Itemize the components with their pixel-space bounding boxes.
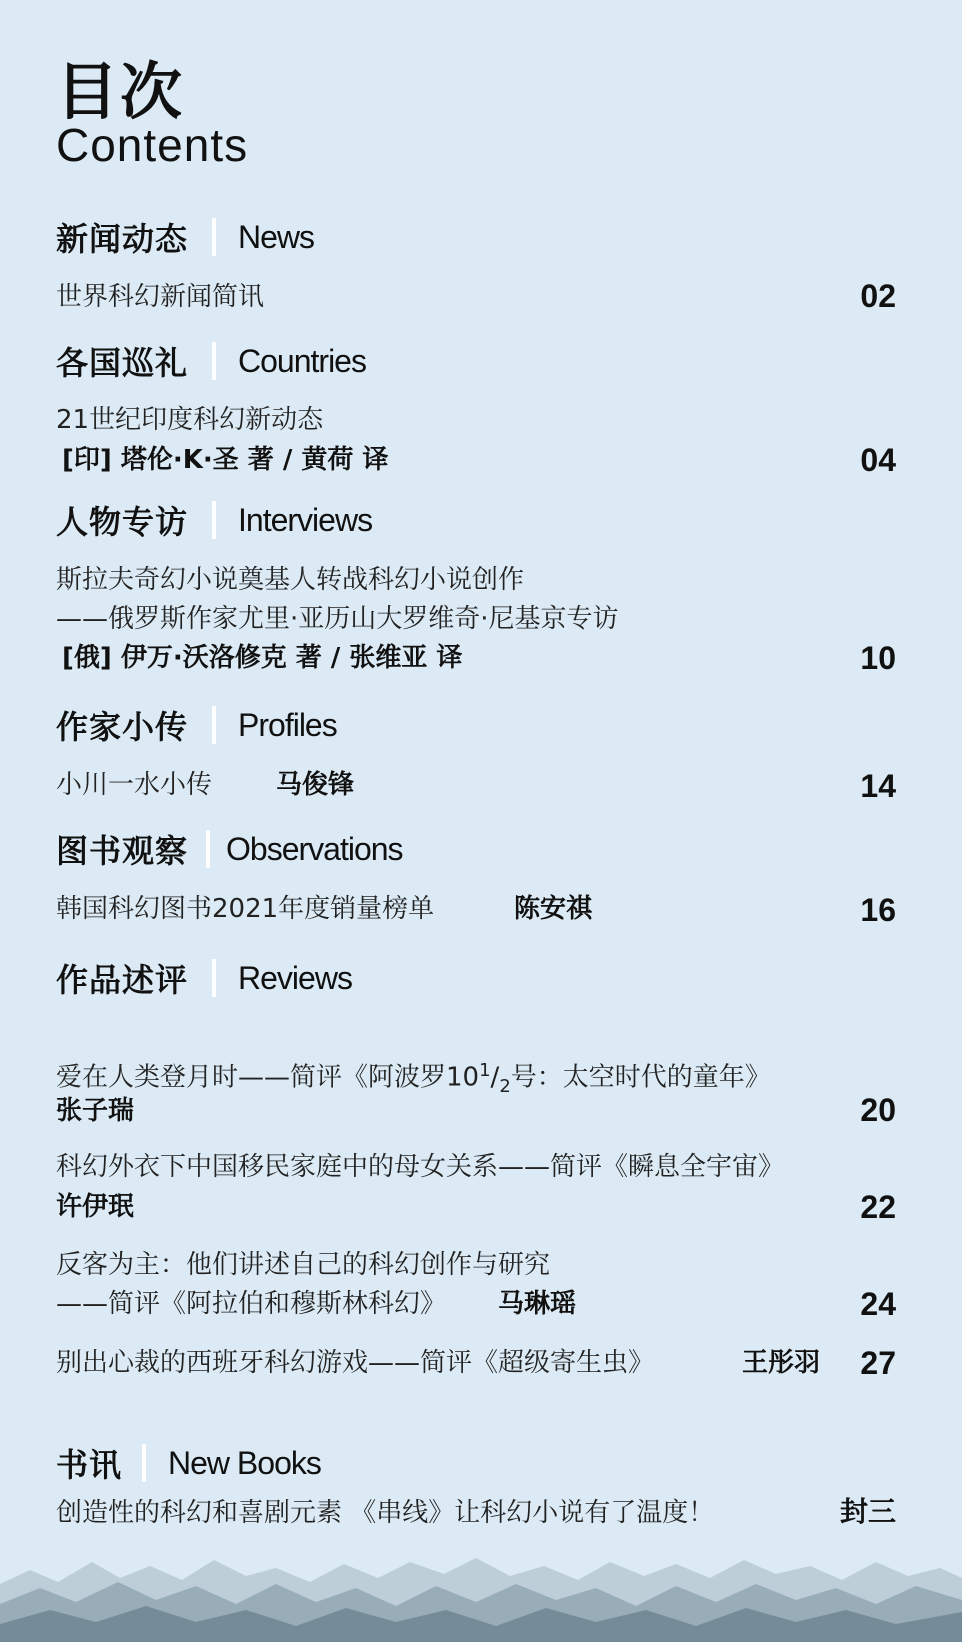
section-header-interviews: [56, 497, 372, 543]
title-part: 爱在人类登月时——简评《阿波罗10: [56, 1062, 480, 1093]
section-divider: [212, 342, 216, 380]
section-divider: [206, 830, 210, 868]
toc-entry-title[interactable]: 21世纪印度科幻新动态: [56, 405, 324, 435]
section-title-en: News: [238, 218, 315, 255]
toc-entry-title[interactable]: 创造性的科幻和喜剧元素 《串线》让科幻小说有了温度！: [56, 1498, 715, 1528]
toc-page-number: 16: [860, 892, 896, 928]
toc-entry-title[interactable]: 科幻外衣下中国移民家庭中的母女关系——简评《瞬息全宇宙》: [56, 1152, 785, 1182]
section-header-news: [56, 214, 314, 260]
section-divider: [212, 218, 216, 256]
title-part: 号：太空时代的童年》: [510, 1062, 771, 1093]
toc-entry-author: 马琳瑶: [498, 1289, 577, 1319]
toc-page-number: 封三: [839, 1495, 896, 1528]
page-title-cn: 目次: [56, 55, 185, 128]
section-title-en: Observations: [226, 830, 403, 867]
mountain-illustration: [0, 1522, 962, 1642]
section-title-en: New Books: [168, 1444, 321, 1481]
section-divider: [212, 706, 216, 744]
section-header-reviews: [56, 955, 352, 1001]
fraction-denominator: 2: [499, 1075, 511, 1097]
toc-page-number: 24: [860, 1286, 896, 1322]
section-header-profiles: [56, 702, 337, 748]
section-title-en: Countries: [238, 342, 366, 379]
toc-entry-title[interactable]: 世界科幻新闻简讯: [56, 282, 265, 312]
toc-entry-author: 张子瑞: [56, 1096, 135, 1126]
section-title-en: Profiles: [238, 706, 337, 743]
section-title-cn: 作品述评: [56, 961, 189, 999]
fraction-numerator: 1: [479, 1060, 491, 1081]
toc-entry-byline: [印] 塔伦·K·圣 著 / 黄荷 译: [62, 445, 389, 475]
toc-entry-title[interactable]: 反客为主：他们讲述自己的科幻创作与研究: [56, 1250, 551, 1280]
fraction-slash: /: [490, 1062, 500, 1093]
toc-page-number: 14: [860, 768, 896, 804]
toc-entry-title[interactable]: 小川一水小传: [56, 770, 213, 800]
section-header-new-books: [56, 1440, 321, 1486]
section-title-en: Interviews: [238, 501, 373, 538]
section-divider: [142, 1444, 146, 1482]
section-title-cn: 各国巡礼: [56, 344, 189, 382]
toc-page-number: 02: [860, 278, 896, 314]
section-title-cn: 书讯: [56, 1446, 123, 1484]
toc-page-number: 20: [860, 1092, 896, 1128]
toc-entry-subtitle: ——俄罗斯作家尤里·亚历山大罗维奇·尼基京专访: [56, 604, 619, 634]
section-title-en: Reviews: [238, 959, 352, 996]
section-title-cn: 图书观察: [56, 832, 189, 870]
toc-page-number: 27: [860, 1345, 896, 1381]
toc-entry-title[interactable]: 别出心裁的西班牙科幻游戏——简评《超级寄生虫》: [56, 1348, 655, 1378]
toc-page-number: 22: [860, 1189, 896, 1225]
toc-entry-author: 马俊锋: [276, 770, 355, 800]
toc-entry-title[interactable]: [56, 1052, 771, 1106]
toc-entry-author: 王彤羽: [742, 1348, 821, 1378]
section-header-countries: [56, 338, 366, 384]
section-header-observations: [56, 826, 403, 872]
toc-entry-byline: [俄] 伊万·沃洛修克 著 / 张维亚 译: [62, 643, 463, 673]
toc-page-number: 10: [860, 640, 896, 676]
section-title-cn: 人物专访: [56, 503, 189, 541]
section-title-cn: 新闻动态: [56, 220, 189, 258]
toc-entry-author: 许伊珉: [56, 1192, 135, 1222]
section-divider: [212, 501, 216, 539]
section-title-cn: 作家小传: [56, 708, 189, 746]
section-divider: [212, 959, 216, 997]
page-title-en: Contents: [56, 119, 249, 171]
toc-entry-title[interactable]: 斯拉夫奇幻小说奠基人转战科幻小说创作: [56, 565, 525, 595]
toc-entry-author: 陈安祺: [514, 894, 593, 924]
toc-entry-subtitle: ——简评《阿拉伯和穆斯林科幻》: [56, 1289, 447, 1319]
toc-entry-title[interactable]: 韩国科幻图书2021年度销量榜单: [56, 894, 435, 924]
toc-page-number: 04: [860, 442, 896, 478]
